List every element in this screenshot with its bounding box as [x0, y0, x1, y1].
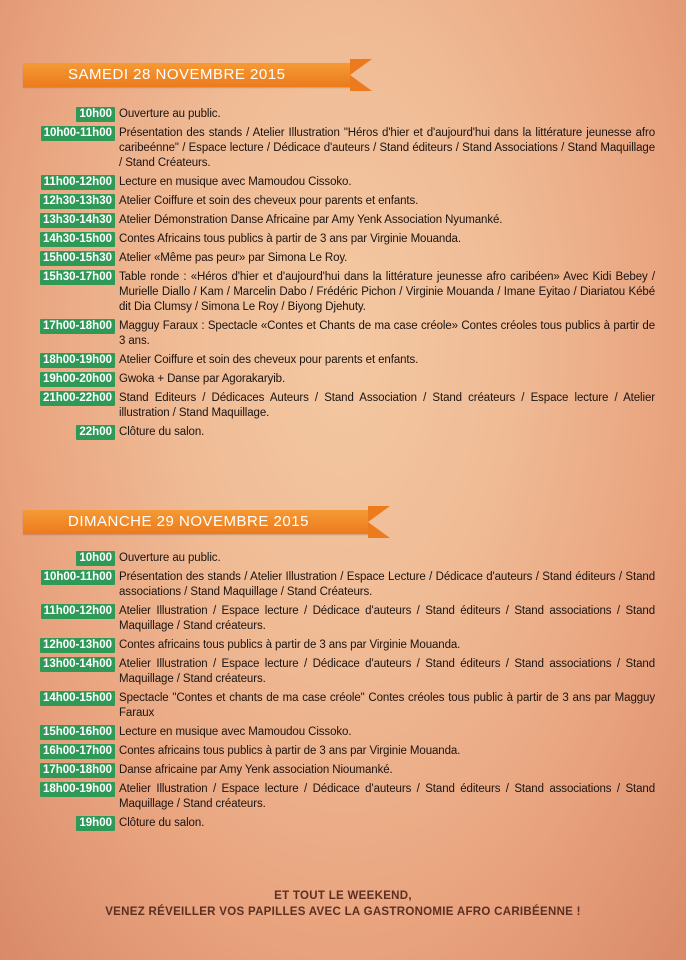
event-description: Stand Editeurs / Dédicaces Auteurs / Stand Association / Stand créateurs / Espace lecture / Atelier illustration / Stand Maquillage. — [119, 392, 655, 419]
time-column — [25, 372, 115, 387]
schedule-row — [25, 551, 655, 566]
time-badge: 14h00-15h00 — [40, 691, 115, 706]
event-description: Atelier Illustration / Espace lecture / Dédicace d'auteurs / Stand éditeurs / Stand associations / Stand Maquillage / Stand créateurs. — [119, 783, 655, 810]
saturday-schedule — [25, 107, 655, 444]
schedule-row — [25, 391, 655, 421]
schedule-row — [25, 691, 655, 721]
time-badge: 15h00-15h30 — [40, 251, 115, 266]
event-description: Atelier Coiffure et soin des cheveux pour parents et enfants. — [119, 195, 419, 207]
event-description: Atelier «Même pas peur» par Simona Le Roy. — [119, 252, 348, 264]
time-column — [25, 816, 115, 831]
event-description: Atelier Démonstration Danse Africaine par Amy Yenk Association Nyumanké. — [119, 214, 503, 226]
event-description: Clôture du salon. — [119, 817, 205, 829]
event-description: Table ronde : «Héros d'hier et d'aujourd'hui dans la littérature jeunesse afro caribéen» Avec Kidi Bebey / Murielle Diallo / Kam / Marcelin Dabo / Frédéric Pichon / Virginie Mouanda / Imane Eyitao / Diariatou Kébé dit Dia Clumsy / Simona Le Roy / Biyong Djehuty. — [119, 271, 655, 313]
time-badge: 21h00-22h00 — [40, 391, 115, 406]
event-description: Ouverture au public. — [119, 108, 221, 120]
time-badge: 13h00-14h00 — [40, 657, 115, 672]
event-description: Magguy Faraux : Spectacle «Contes et Chants de ma case créole» Contes créoles tous publics à partir de 3 ans. — [119, 320, 655, 347]
event-description: Contes Africains tous publics à partir de 3 ans par Virginie Mouanda. — [119, 233, 461, 245]
event-description: Atelier Coiffure et soin des cheveux pour parents et enfants. — [119, 354, 419, 366]
time-badge: 14h30-15h00 — [40, 232, 115, 247]
schedule-row — [25, 725, 655, 740]
schedule-row — [25, 816, 655, 831]
time-column — [25, 782, 115, 797]
time-badge: 11h00-12h00 — [41, 604, 115, 619]
time-badge: 17h00-18h00 — [40, 319, 115, 334]
schedule-row — [25, 570, 655, 600]
time-column — [25, 691, 115, 706]
schedule-row — [25, 194, 655, 209]
time-badge: 13h30-14h30 — [40, 213, 115, 228]
event-description: Danse africaine par Amy Yenk association Nioumanké. — [119, 764, 393, 776]
time-column — [25, 213, 115, 228]
schedule-row — [25, 353, 655, 368]
time-badge: 15h00-16h00 — [40, 725, 115, 740]
time-column — [25, 126, 115, 141]
event-description: Contes africains tous publics à partir de 3 ans par Virginie Mouanda. — [119, 745, 461, 757]
event-description: Présentation des stands / Atelier Illustration "Héros d'hier et d'aujourd'hui dans la littérature jeunesse afro caribeénne" / Espace lecture / Dédicace d'auteurs / Stand éditeurs / Stand Associations / Stand Maquillage / Stand Créateurs. — [119, 127, 655, 169]
time-badge: 17h00-18h00 — [40, 763, 115, 778]
time-badge: 19h00 — [76, 816, 115, 831]
time-badge: 19h00-20h00 — [40, 372, 115, 387]
time-column — [25, 194, 115, 209]
time-badge: 12h30-13h30 — [40, 194, 115, 209]
sunday-header-ribbon — [23, 510, 368, 534]
schedule-row — [25, 604, 655, 634]
event-description: Contes africains tous publics à partir de 3 ans par Virginie Mouanda. — [119, 639, 461, 651]
schedule-row — [25, 107, 655, 122]
footer-message — [0, 888, 686, 920]
time-column — [25, 251, 115, 266]
time-badge: 18h00-19h00 — [40, 353, 115, 368]
schedule-row — [25, 126, 655, 171]
time-column — [25, 175, 115, 190]
time-column — [25, 570, 115, 585]
time-column — [25, 319, 115, 334]
sunday-title: DIMANCHE 29 NOVEMBRE 2015 — [68, 513, 309, 530]
event-description: Présentation des stands / Atelier Illustration / Espace Lecture / Dédicace d'auteurs / Stand éditeurs / Stand associations / Stand Maquillage / Stand Créateurs. — [119, 571, 655, 598]
schedule-row — [25, 213, 655, 228]
time-badge: 10h00-11h00 — [41, 570, 115, 585]
event-description: Atelier Illustration / Espace lecture / Dédicace d'auteurs / Stand éditeurs / Stand associations / Stand Maquillage / Stand créateurs. — [119, 658, 655, 685]
time-badge: 16h00-17h00 — [40, 744, 115, 759]
time-column — [25, 725, 115, 740]
time-column — [25, 604, 115, 619]
time-column — [25, 107, 115, 122]
time-badge: 22h00 — [76, 425, 115, 440]
time-badge: 12h00-13h00 — [40, 638, 115, 653]
schedule-row — [25, 270, 655, 315]
time-column — [25, 270, 115, 285]
footer-line-1: ET TOUT LE WEEKEND, — [274, 890, 412, 902]
schedule-row — [25, 763, 655, 778]
schedule-row — [25, 319, 655, 349]
schedule-row — [25, 657, 655, 687]
time-badge: 10h00 — [76, 107, 115, 122]
schedule-row — [25, 744, 655, 759]
time-column — [25, 657, 115, 672]
event-description: Lecture en musique avec Mamoudou Cissoko. — [119, 726, 352, 738]
time-column — [25, 763, 115, 778]
time-column — [25, 353, 115, 368]
time-badge: 10h00 — [76, 551, 115, 566]
event-description: Ouverture au public. — [119, 552, 221, 564]
saturday-title: SAMEDI 28 NOVEMBRE 2015 — [68, 66, 286, 83]
event-description: Clôture du salon. — [119, 426, 205, 438]
event-description: Atelier Illustration / Espace lecture / Dédicace d'auteurs / Stand éditeurs / Stand associations / Stand Maquillage / Stand créateurs. — [119, 605, 655, 632]
schedule-row — [25, 638, 655, 653]
schedule-row — [25, 372, 655, 387]
time-column — [25, 551, 115, 566]
time-badge: 11h00-12h00 — [41, 175, 115, 190]
schedule-row — [25, 782, 655, 812]
time-column — [25, 391, 115, 406]
schedule-row — [25, 232, 655, 247]
time-column — [25, 232, 115, 247]
time-badge: 15h30-17h00 — [40, 270, 115, 285]
schedule-row — [25, 251, 655, 266]
saturday-header-ribbon — [23, 63, 350, 87]
event-description: Gwoka + Danse par Agorakaryib. — [119, 373, 286, 385]
time-column — [25, 744, 115, 759]
time-badge: 10h00-11h00 — [41, 126, 115, 141]
footer-line-2: VENEZ RÉVEILLER VOS PAPILLES AVEC LA GASTRONOMIE AFRO CARIBÉENNE ! — [105, 906, 581, 918]
event-description: Spectacle "Contes et chants de ma case créole" Contes créoles tous public à partir de 3 ans par Magguy Faraux — [119, 692, 655, 719]
time-column — [25, 638, 115, 653]
time-column — [25, 425, 115, 440]
time-badge: 18h00-19h00 — [40, 782, 115, 797]
sunday-schedule — [25, 551, 655, 835]
event-description: Lecture en musique avec Mamoudou Cissoko. — [119, 176, 352, 188]
schedule-row — [25, 175, 655, 190]
schedule-row — [25, 425, 655, 440]
